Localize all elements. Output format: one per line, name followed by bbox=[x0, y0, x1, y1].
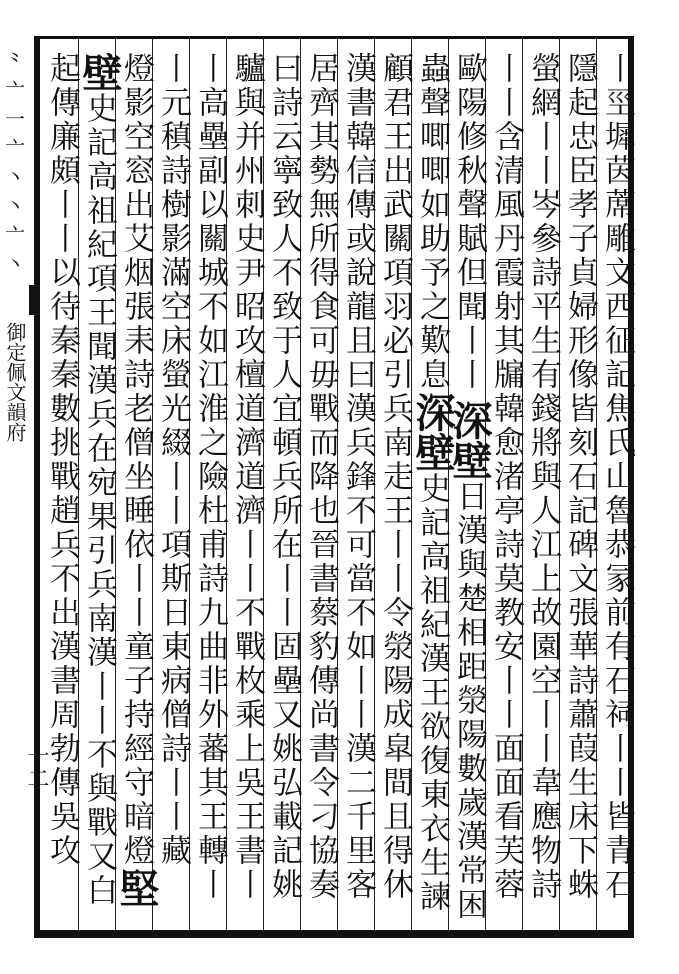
fold-glyph: 一 bbox=[5, 107, 25, 131]
text-column-11: 驢與并州刺史尹昭攻檀道濟道濟丨丨不戰枚乘上吳王書丨 bbox=[229, 52, 265, 902]
text-column-1: 丨巠墀茵蓆雕文西征記焦氏山魯恭冡前有石祠丨丨皆青石 bbox=[599, 52, 635, 902]
column-text: 史記高祖紀漢王欲復東衣生諫 bbox=[414, 472, 450, 914]
entry-heading: 深壁 bbox=[446, 400, 493, 480]
text-column-16: 起傳廉頗丨丨以待秦秦數挑戰趙兵不出漢書周勃傳吳攻 bbox=[44, 52, 80, 868]
column-text: 日漢與楚相距滎陽數歲漢常困 bbox=[451, 480, 487, 922]
book-title: 御定佩文韻府 bbox=[3, 322, 27, 442]
fold-rule bbox=[34, 36, 37, 938]
text-column-9: 居齊其勢無所得食可毋戰而降也晉書蔡豹傳尚書令刁協奏 bbox=[303, 52, 339, 902]
text-column-8: 漢書韓信傳或說龍且曰漢兵鋒不可當不如丨丨漢二千里客 bbox=[340, 52, 376, 902]
fold-glyph: 丶 bbox=[5, 194, 25, 218]
text-column-4: 丨丨含清風丹霞射其牖韓愈渚亭詩莫教安丨丨面面看芙蓉 bbox=[488, 52, 524, 902]
fold-mark bbox=[0, 45, 30, 277]
column-text: 燈影空窓出艾烟張耒詩老僧坐睡依丨丨童子持經守暗燈 bbox=[118, 52, 154, 868]
text-column-7: 顧君王出武關項羽必引兵南走王丨丨令滎陽成皐間且得休 bbox=[377, 52, 413, 902]
column-text: 歐陽修秋聲賦但聞丨丨 bbox=[451, 52, 487, 392]
text-column-6 bbox=[409, 52, 456, 922]
text-column-3: 螢網丨丨岑參詩平生有錢將與人江上故園空丨丨韋應物詩 bbox=[525, 52, 561, 902]
fold-glyph: 丶 bbox=[5, 252, 25, 276]
fold-glyph: 亠 bbox=[5, 78, 25, 102]
column-text: 史記高祖紀項王聞漢兵在宛果引兵南漢丨丨不與戰又白 bbox=[81, 92, 117, 908]
text-column-15 bbox=[76, 52, 123, 922]
fold-glyph: 亠 bbox=[5, 136, 25, 160]
fold-glyph: 亠 bbox=[5, 223, 25, 247]
text-column-5-lower bbox=[446, 400, 493, 922]
text-column-13: 丨元稹詩樹影滿空床螢光綴丨丨項斯日東病僧詩丨丨藏 bbox=[155, 52, 191, 868]
entry-heading: 堅 bbox=[113, 868, 160, 908]
fold-glyph: 丶 bbox=[5, 165, 25, 189]
text-column-10: 曰詩云寧致人不致于人宜頓兵所在丨丨固壘又姚弘載記姚 bbox=[266, 52, 302, 902]
frame-bottom-rule bbox=[37, 930, 634, 937]
column-text: 蟲聲唧唧如助予之歎息 bbox=[414, 52, 450, 392]
text-column-12: 丨高壘副以關城不如江淮之險杜甫詩九曲非外蕃其王轉丨 bbox=[192, 52, 228, 902]
entry-heading: 深壁 bbox=[409, 392, 456, 472]
text-column-14 bbox=[113, 52, 160, 922]
text-column-2: 隱起忠臣孝子貞婦形像皆刻石記碑文張華詩蕭葭生床下蛛 bbox=[562, 52, 598, 902]
fold-glyph: ⺀ bbox=[5, 49, 25, 73]
entry-heading: 壁 bbox=[76, 52, 123, 92]
